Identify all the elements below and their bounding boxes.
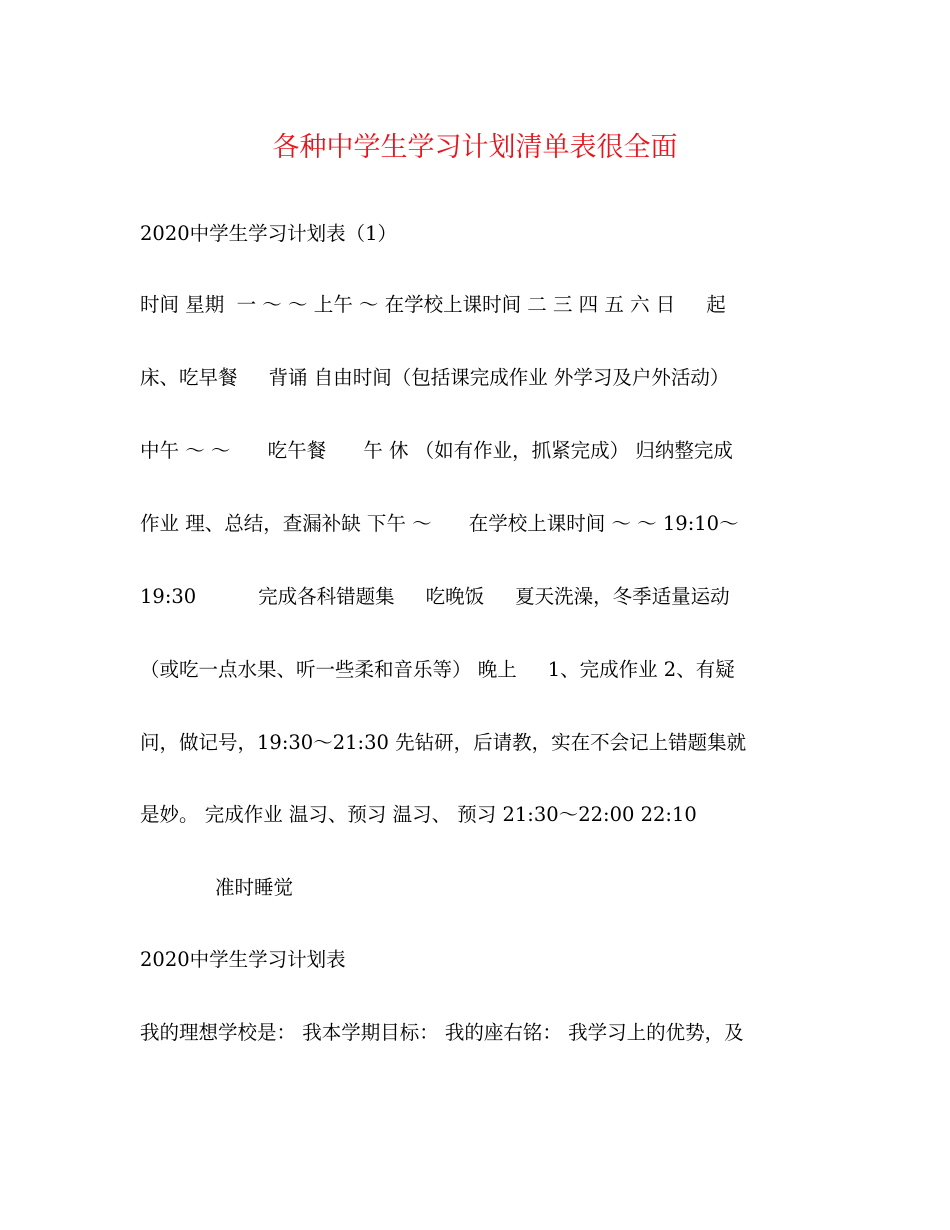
paragraph-line: 19:30 完成各科错题集 吃晚饭 夏天洗澡，冬季适量运动 <box>140 585 730 608</box>
paragraph-line: 时间 星期 一 ～ ～ 上午 ～ 在学校上课时间 二 三 四 五 六 日 起 <box>140 293 726 316</box>
section-heading-1: 2020中学生学习计划表（1） <box>140 222 398 245</box>
paragraph-line: 是妙。 完成作业 温习、预习 温习、 预习 21:30～22:00 22:10 <box>140 803 697 826</box>
paragraph-line: （或吃一点水果、听一些柔和音乐等） 晚上 1、完成作业 2、有疑 <box>140 658 735 681</box>
section-heading-2: 2020中学生学习计划表 <box>140 948 346 971</box>
paragraph-line: 作业 理、总结，查漏补缺 下午 ～ 在学校上课时间 ～ ～ 19:10～ <box>140 512 739 535</box>
document-title: 各种中学生学习计划清单表很全面 <box>272 132 678 163</box>
paragraph-line: 中午 ～ ～ 吃午餐 午 休 （如有作业，抓紧完成） 归纳整完成 <box>140 439 733 462</box>
paragraph-line: 问，做记号，19:30～21:30 先钻研，后请教，实在不会记上错题集就 <box>140 731 747 754</box>
paragraph-line: 我的理想学校是： 我本学期目标： 我的座右铭： 我学习上的优势，及 <box>140 1021 744 1044</box>
paragraph-line: 准时睡觉 <box>215 876 294 899</box>
paragraph-line: 床、吃早餐 背诵 自由时间（包括课完成作业 外学习及户外活动） <box>140 366 730 389</box>
